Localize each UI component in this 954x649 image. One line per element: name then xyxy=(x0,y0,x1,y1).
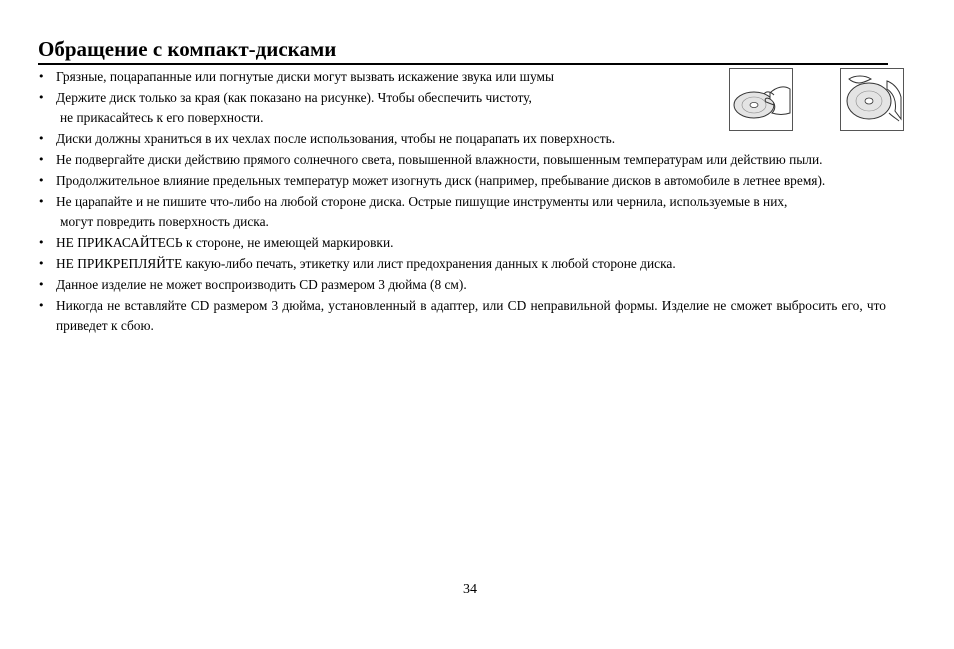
title-underline xyxy=(38,63,888,65)
list-item: • Не царапайте и не пишите что-либо на любой стороне диска. Острые пишущие инструменты или чернила, используемые в них, могут повредить поверхность диска. xyxy=(38,192,886,232)
list-item: • НЕ ПРИКРЕПЛЯЙТЕ какую-либо печать, этикетку или лист предохранения данных к любой стороне диска. xyxy=(38,254,886,274)
list-item: • Продолжительное влияние предельных температур может изогнуть диск (например, пребывание дисков в автомобиле в летнее время). xyxy=(38,171,886,191)
list-item: • Диски должны храниться в их чехлах после использования, чтобы не поцарапать их поверхность. xyxy=(38,129,886,149)
list-item: • Данное изделие не может воспроизводить CD размером 3 дюйма (8 см). xyxy=(38,275,886,295)
list-item: • Грязные, поцарапанные или погнутые диски могут вызвать искажение звука или шумы xyxy=(38,67,886,87)
list-item: • НЕ ПРИКАСАЙТЕСЬ к стороне, не имеющей маркировки. xyxy=(38,233,886,253)
list-item: • Не подвергайте диски действию прямого солнечного света, повышенной влажности, повышенным температурам или действию пыли. xyxy=(38,150,886,170)
handling-instructions-list xyxy=(38,67,886,337)
page-number: 34 xyxy=(463,582,477,597)
list-item: • Держите диск только за края (как показано на рисунке). Чтобы обеспечить чистоту, не прикасайтесь к его поверхности. xyxy=(38,88,656,128)
list-item: • Никогда не вставляйте CD размером 3 дюйма, установленный в адаптер, или CD неправильной формы. Изделие не сможет выбросить его, что приведет к сбою. xyxy=(38,296,886,336)
page-title: Обращение с компакт-дисками xyxy=(38,37,337,61)
